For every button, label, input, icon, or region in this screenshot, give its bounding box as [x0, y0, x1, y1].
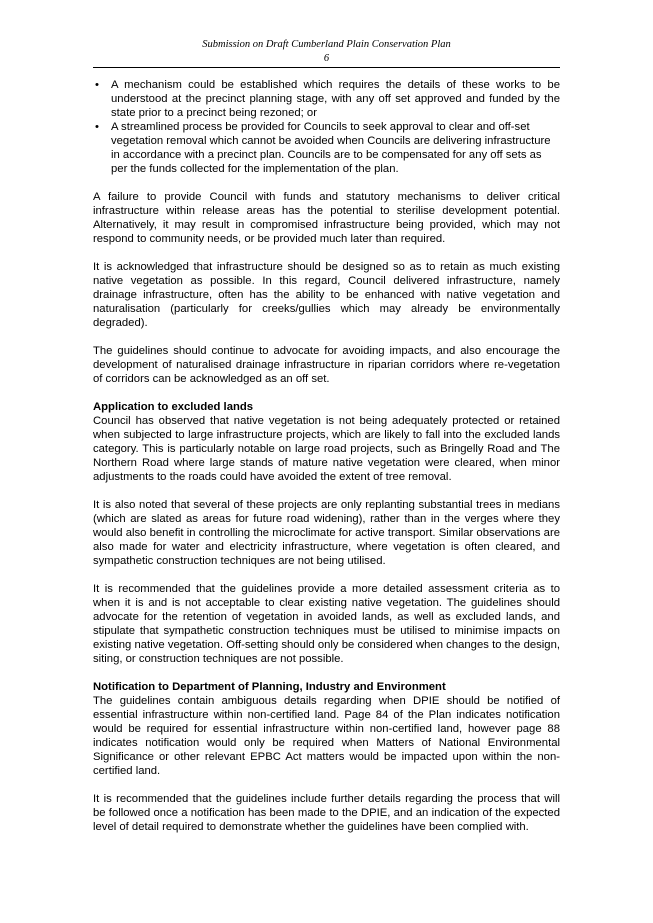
header-page-number: 6	[323, 53, 330, 64]
paragraph: It is also noted that several of these projects are only replanting substantial trees in medians (which are slated as areas for future road widening), rather than in the verges where they would also benefit in controlling the microclimate for active transport. Similar observations are also made for water and electricity infrastructure, where vegetation is often cleared, and sympathetic construction techniques are not being utilised.	[93, 499, 560, 567]
recommendation-list	[93, 78, 560, 176]
document-body	[93, 78, 560, 834]
paragraph: It is recommended that the guidelines provide a more detailed assessment criteria as to when it is and is not acceptable to clear existing native vegetation. The guidelines should advocate for the retention of vegetation in avoided lands, as well as excluded lands, and stipulate that sympathetic construction techniques must be utilised to minimise impacts on existing native vegetation. Off-setting should only be considered when changes to the design, siting, or construction techniques are not possible.	[93, 583, 560, 665]
paragraph: It is recommended that the guidelines include further details regarding the process that will be followed once a notification has been made to the DPIE, and an indication of the expected level of detail required to demonstrate whether the guidelines have been complied with.	[93, 793, 560, 833]
list-item	[93, 78, 560, 120]
paragraph: Council has observed that native vegetation is not being adequately protected or retained when subjected to large infrastructure projects, which are likely to fall into the excluded lands category. This is particularly notable on large road projects, such as Bringelly Road and The Northern Road where large stands of mature native vegetation were cleared, when minor adjustments to the roads could have avoided the extent of tree removal.	[93, 415, 560, 483]
header-rule	[93, 67, 560, 68]
section-heading-excluded-lands: Application to excluded lands	[93, 401, 254, 413]
paragraph: It is acknowledged that infrastructure should be designed so as to retain as much existing native vegetation as possible. In this regard, Council delivered infrastructure, namely drainage infrastructure, often has the ability to be enhanced with native vegetation and naturalisation (particularly for creeks/gullies which may already be environmentally degraded).	[93, 261, 560, 329]
paragraph: The guidelines should continue to advocate for avoiding impacts, and also encourage the development of naturalised drainage infrastructure in riparian corridors where re-vegetation of corridors can be acknowledged as an off set.	[93, 345, 560, 385]
paragraph: The guidelines contain ambiguous details regarding when DPIE should be notified of essential infrastructure within non-certified land. Page 84 of the Plan indicates notification would be required for essential infrastructure within non-certified land, however page 88 indicates notification would only be required when Matters of National Environmental Significance or other relevant EPBC Act matters would be impacted upon within the non-certified land.	[93, 695, 560, 777]
bullet-icon: •	[95, 79, 99, 91]
list-item-text: A mechanism could be established which requires the details of these works to be understood at the precinct planning stage, with any off set approved and funded by the state prior to a precinct being rezoned; or	[111, 79, 560, 119]
page-header	[0, 38, 653, 66]
section-heading-notification: Notification to Department of Planning, Industry and Environment	[93, 681, 446, 693]
bullet-icon: •	[95, 121, 99, 133]
header-title: Submission on Draft Cumberland Plain Conservation Plan	[202, 39, 451, 50]
paragraph: A failure to provide Council with funds and statutory mechanisms to deliver critical infrastructure within release areas has the potential to sterilise development potential. Alternatively, it may result in compromised infrastructure being provided, which may not respond to community needs, or be provided much later than required.	[93, 191, 560, 245]
list-item	[93, 120, 560, 176]
list-item-text: A streamlined process be provided for Councils to seek approval to clear and off-set vegetation removal which cannot be avoided when Councils are delivering infrastructure in accordance with a precinct plan. Councils are to be compensated for any off sets as per the funds collected for the implementation of the plan.	[111, 121, 551, 175]
